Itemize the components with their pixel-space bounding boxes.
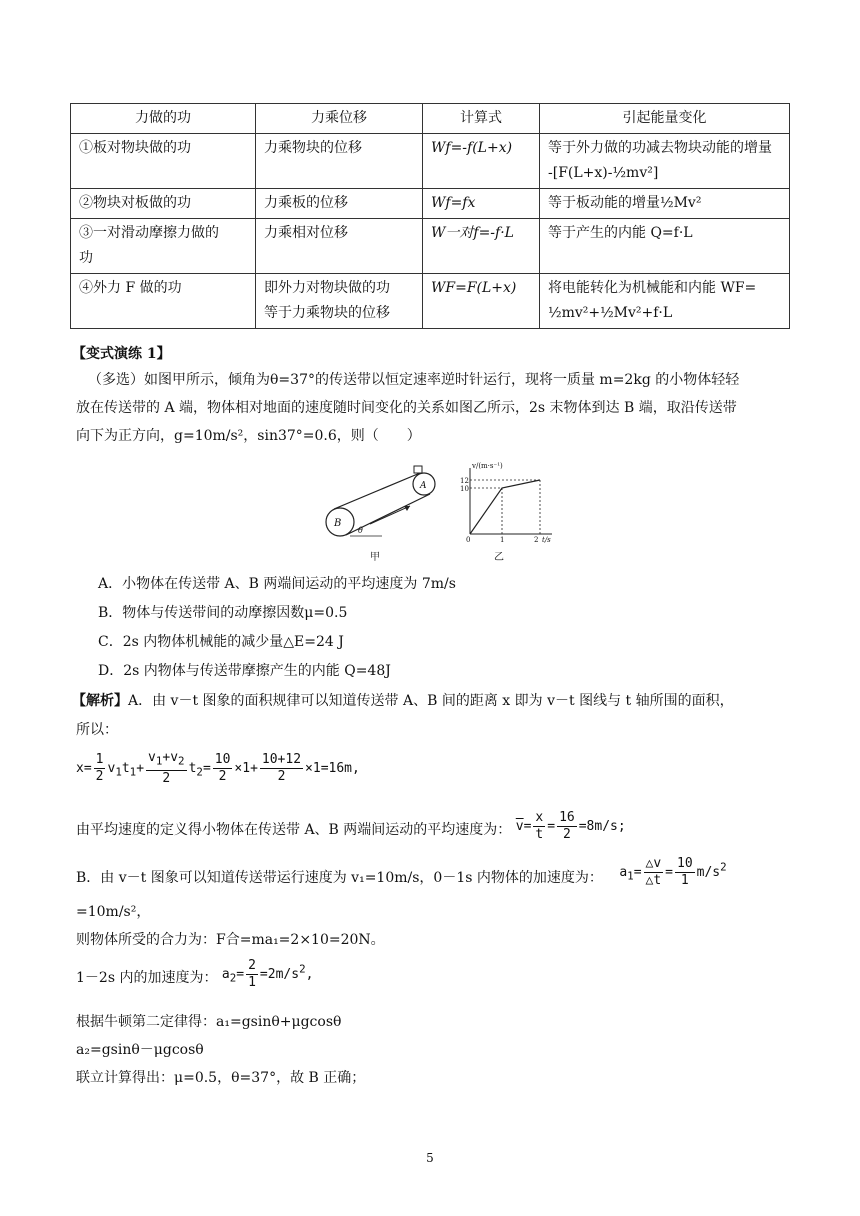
- option-a: A．小物体在传送带 A、B 两端间运动的平均速度为 7m/s: [98, 576, 456, 592]
- option-c: C．2s 内物体机械能的减少量△E=24 J: [98, 634, 344, 650]
- page-number: 5: [426, 1151, 434, 1165]
- table-row: [71, 274, 790, 329]
- accel-formula-1: $a_1=$ $\frac{\triangle v}{\triangle t}$ = $\frac{10}{1}$ $m/s^2$: [619, 856, 727, 888]
- analysis-line: [72, 691, 734, 711]
- block: [414, 466, 422, 473]
- table-cell: ④外力 F 做的功: [71, 274, 256, 329]
- vt-line: [470, 480, 540, 534]
- problem-line: 放在传送带的 A 端，物体相对地面的速度随时间变化的关系如图乙所示，2s 末物体到达 B 端，取沿传送带: [76, 400, 737, 416]
- option-d: D．2s 内物体与传送带摩擦产生的内能 Q=48J: [98, 663, 391, 679]
- axis-label-v: v/(m·s⁻¹): [472, 462, 503, 470]
- problem-line: （多选）如图甲所示，倾角为θ=37°的传送带以恒定速率逆时针运行，现将一质量 m=2kg 的小物体轻轻: [88, 372, 740, 388]
- distance-formula: x= $\frac{1}{2}$ $v_1t_1+$ $\frac{v_1+v_2}{2}$ $t_2=$ $\frac{10}{2}$ ×1+ $\frac{10+12}{2}$ ×1=16m,: [76, 750, 360, 786]
- section-title: 【变式演练 1】: [72, 346, 171, 362]
- avg-velocity-formula: $\overline{v}=$ $\frac{x}{t}$ = $\frac{16}{2}$ =8m/s;: [515, 810, 626, 842]
- energy-table: [70, 103, 790, 329]
- table-cell: ①板对物块做的功: [71, 134, 256, 189]
- formula-text: W一对f=-f·L: [431, 225, 514, 241]
- problem-figure: [320, 460, 560, 572]
- table-cell: [423, 219, 540, 274]
- table-cell: [423, 274, 540, 329]
- table-cell: [71, 219, 256, 274]
- conveyor-diagram: [326, 466, 435, 563]
- table-row: [71, 219, 790, 274]
- table-cell: 力乘板的位移: [256, 189, 423, 219]
- table-header-row: [71, 104, 790, 134]
- table-cell: 力乘物块的位移: [256, 134, 423, 189]
- analysis-line: 联立计算得出：μ=0.5，θ=37°，故 B 正确；: [76, 1070, 366, 1086]
- cell-line: 即外力对物块做的功: [264, 280, 390, 296]
- vt-graph: [460, 462, 552, 563]
- cell-line: 将电能转化为机械能和内能 WF=: [548, 280, 757, 296]
- table-cell: [423, 134, 540, 189]
- analysis-line: 所以：: [76, 722, 118, 738]
- analysis-line: =10m/s²，: [76, 904, 151, 920]
- cell-line: ③一对滑动摩擦力做的: [79, 225, 219, 241]
- tick-10: 10: [460, 485, 469, 493]
- tick-12: 12: [460, 477, 469, 485]
- analysis-head: 【解析】: [72, 693, 128, 709]
- table-cell: [540, 274, 790, 329]
- cell-line: 功: [79, 250, 93, 266]
- table-cell: 等于板动能的增量½Mv²: [540, 189, 790, 219]
- label-a: A: [420, 481, 427, 491]
- axis-label-t: t/s: [542, 536, 551, 544]
- analysis-text: B．由 v－t 图象可以知道传送带运行速度为 v₁=10m/s，0－1s 内物体的加速度为：: [76, 870, 603, 886]
- analysis-line: a₂=gsinθ－μgcosθ: [76, 1042, 204, 1058]
- header-cell: 力乘位移: [256, 104, 423, 134]
- table-cell: [540, 134, 790, 189]
- analysis-text: 1－2s 内的加速度为：: [76, 970, 218, 986]
- formula-result: =16m,: [320, 760, 360, 776]
- analysis-line: 则物体所受的合力为：F合=ma₁=2×10=20N。: [76, 932, 385, 948]
- table-cell: [423, 189, 540, 219]
- option-b: B．物体与传送带间的动摩擦因数μ=0.5: [98, 605, 348, 621]
- table-row: [71, 134, 790, 189]
- analysis-text: A．由 v－t 图象的面积规律可以知道传送带 A、B 间的距离 x 即为 v－t 图线与 t 轴所围的面积，: [128, 693, 734, 709]
- table-row: [71, 189, 790, 219]
- tick-1: 1: [500, 536, 505, 544]
- tick-2: 2: [534, 536, 539, 544]
- label-b: B: [334, 518, 342, 529]
- accel-formula-2: $a_2=$ $\frac{2}{1}$ $=2m/s^2$,: [221, 958, 314, 990]
- motion-arrow: [370, 506, 410, 524]
- header-cell: 力做的功: [71, 104, 256, 134]
- problem-line: 向下为正方向，g=10m/s²，sin37°=0.6，则（ ）: [76, 428, 421, 444]
- header-cell: 计算式: [423, 104, 540, 134]
- cell-line: ½mv²+½Mv²+f·L: [548, 305, 673, 321]
- label-theta: θ: [358, 526, 363, 535]
- table-cell: 力乘相对位移: [256, 219, 423, 274]
- cell-line: -[F(L+x)-½mv²]: [548, 165, 659, 181]
- header-cell: 引起能量变化: [540, 104, 790, 134]
- analysis-line: [76, 856, 727, 895]
- tick-0: 0: [466, 536, 471, 544]
- formula-text: WF=F(L+x): [431, 280, 517, 296]
- table-cell: 等于产生的内能 Q=f·L: [540, 219, 790, 274]
- analysis-line: [76, 810, 626, 847]
- analysis-line: 根据牛顿第二定律得：a₁=gsinθ+μgcosθ: [76, 1014, 342, 1030]
- formula-text: Wf=fx: [431, 195, 476, 211]
- analysis-text: 由平均速度的定义得小物体在传送带 A、B 两端间运动的平均速度为：: [76, 822, 512, 838]
- table-cell: [256, 274, 423, 329]
- belt-top: [334, 473, 420, 509]
- cell-line: 等于力乘物块的位移: [264, 305, 390, 321]
- cell-line: 等于外力做的功减去物块动能的增量: [548, 140, 772, 156]
- figure-label-left: 甲: [370, 552, 380, 563]
- table-cell: ②物块对板做的功: [71, 189, 256, 219]
- figure-label-right: 乙: [494, 552, 504, 563]
- formula-text: Wf=-f(L+x): [431, 140, 513, 156]
- analysis-line: [76, 958, 314, 995]
